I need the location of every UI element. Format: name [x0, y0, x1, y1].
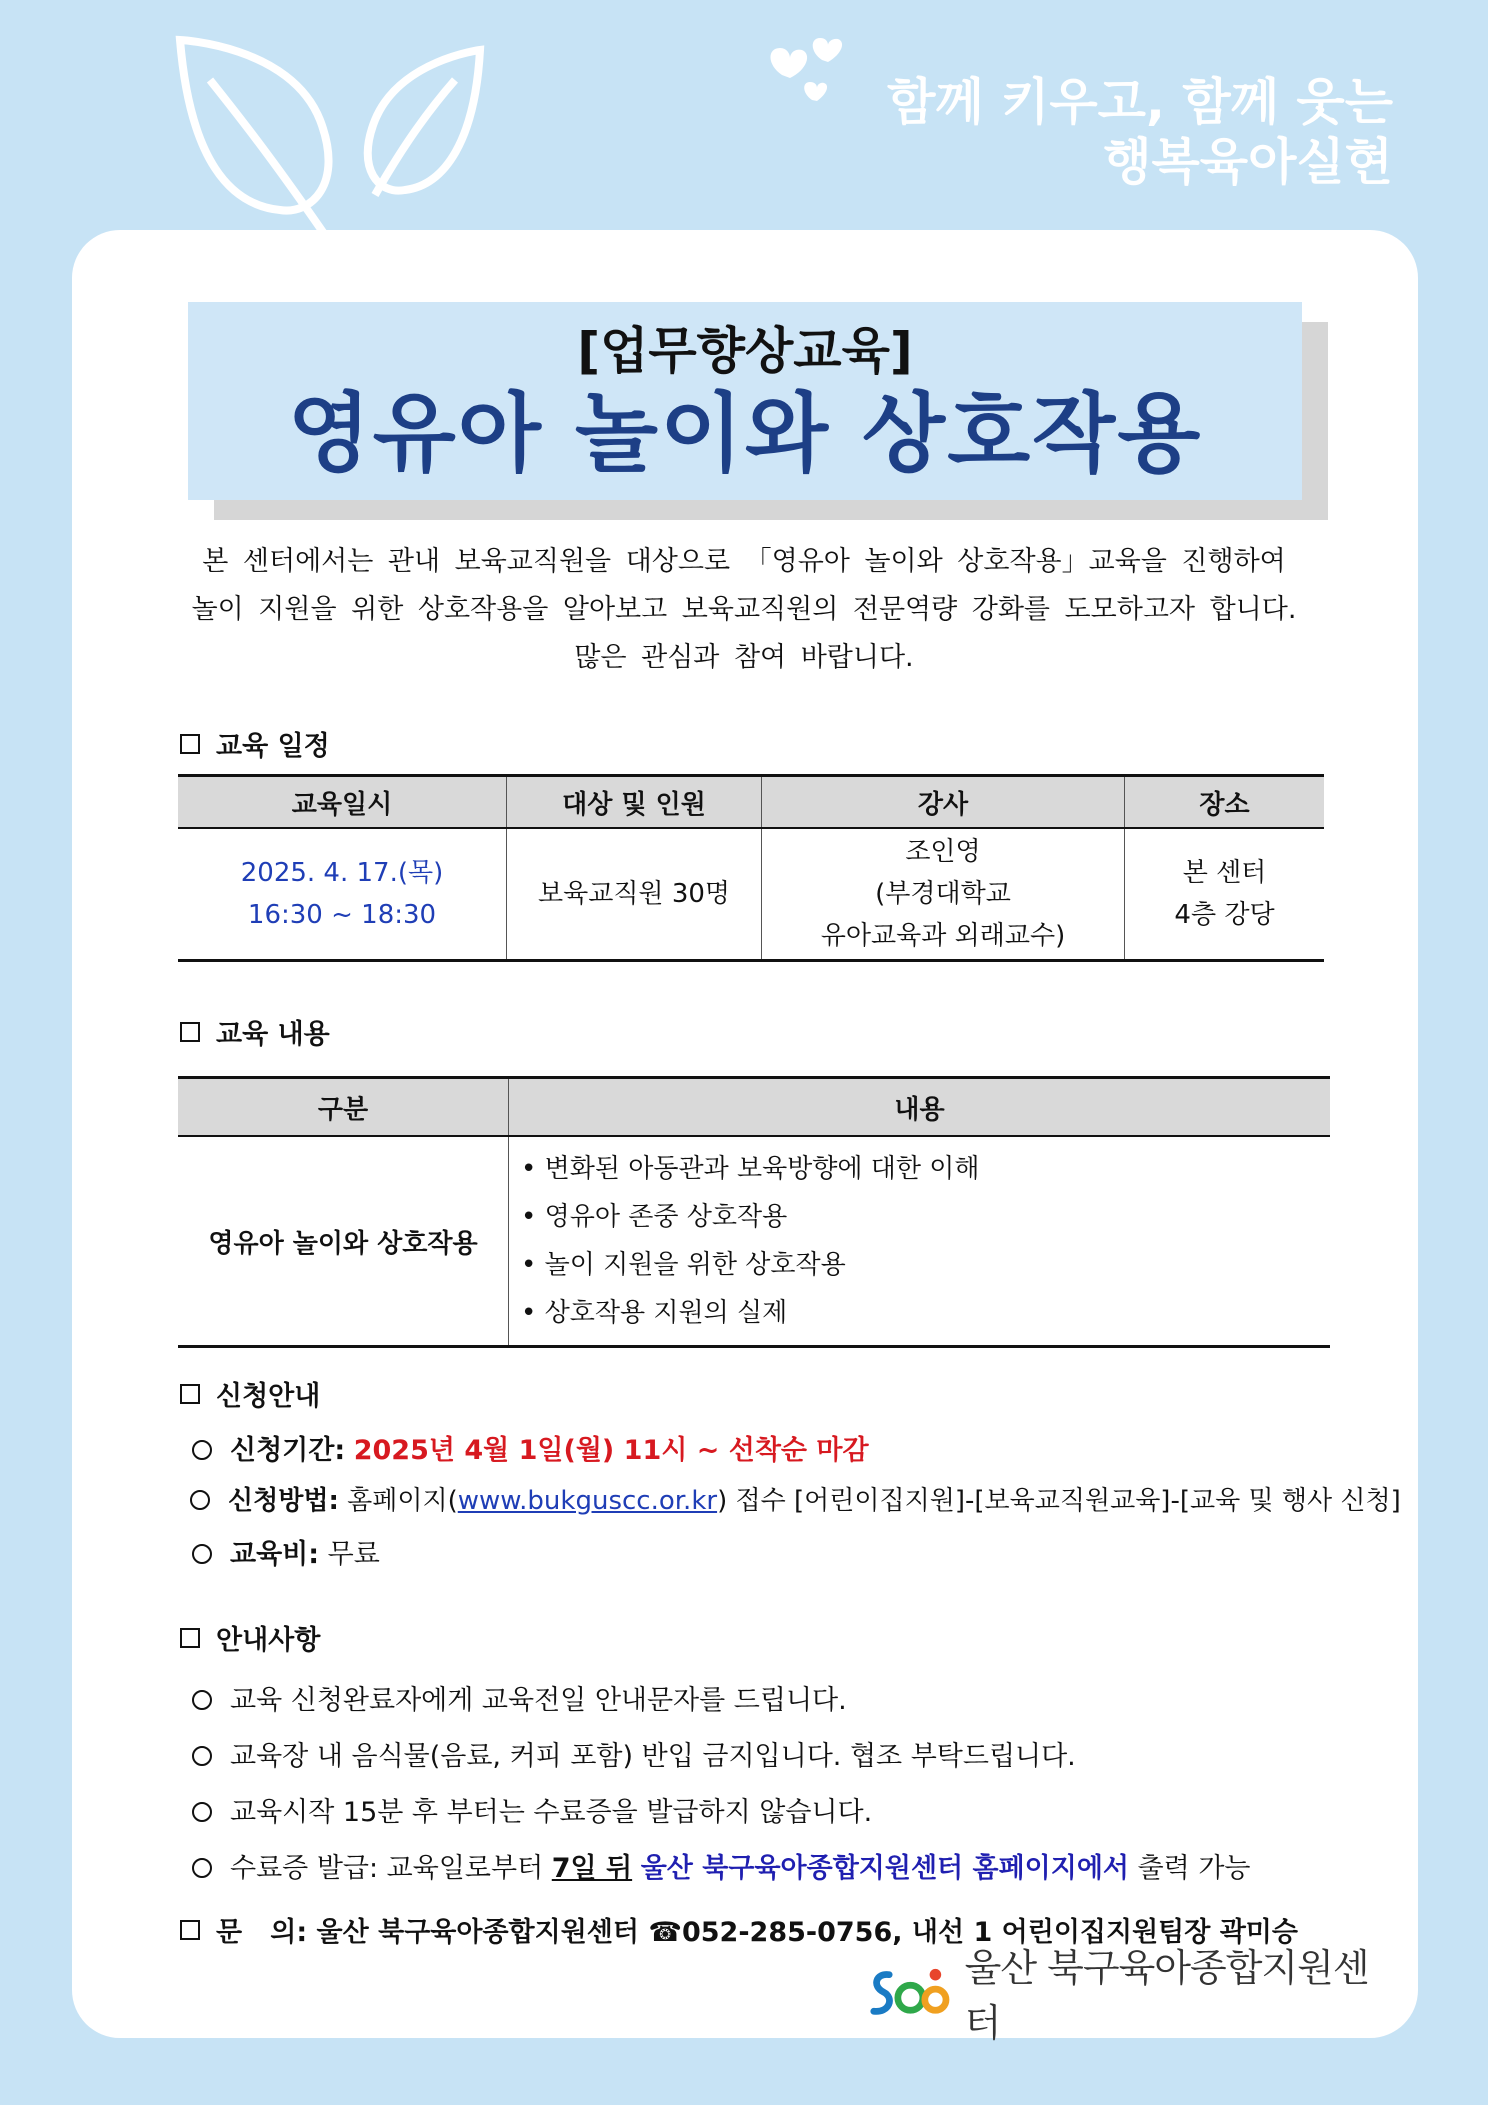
guide-heading: [180, 1618, 320, 1657]
method-pre: 홈페이지(: [347, 1486, 458, 1516]
header-target: 대상 및 인원: [507, 776, 762, 829]
title-box: [188, 302, 1302, 500]
title-sub: [업무향상교육]: [577, 322, 913, 380]
instructor-title: 유아교육과 외래교수): [820, 921, 1066, 951]
schedule-table: [178, 774, 1324, 962]
guide-item: [192, 1734, 1076, 1773]
content-list: [509, 1145, 1330, 1337]
homepage-link[interactable]: www.bukguscc.or.kr: [457, 1486, 718, 1516]
header-place: 장소: [1125, 776, 1325, 829]
center-logo-icon: [868, 1962, 955, 2022]
header-instructor: 강사: [762, 776, 1125, 829]
table-header-row: [178, 1078, 1330, 1137]
slogan: [887, 72, 1393, 192]
list-item: • 변화된 아동관과 보육방향에 대한 이해: [521, 1145, 1330, 1193]
schedule-heading: [180, 724, 330, 763]
center-logo-text: 울산 북구육아종합지원센터: [964, 1946, 1369, 2045]
header-datetime: 교육일시: [178, 776, 507, 829]
list-item: • 영유아 존중 상호작용: [521, 1193, 1330, 1241]
leaves-decoration: [170, 20, 510, 235]
guide-item4-days: 7일 뒤: [551, 1853, 633, 1884]
circle-bullet-icon: [192, 1440, 212, 1460]
place-line1: 본 센터: [1182, 858, 1267, 888]
fee-label: 교육비:: [230, 1539, 320, 1570]
cell-items: [509, 1136, 1331, 1347]
square-bullet-icon: [180, 1384, 200, 1404]
schedule-heading-label: 교육 일정: [216, 731, 330, 762]
method-label: 신청방법:: [228, 1486, 339, 1516]
cell-target: 보육교직원 30명: [507, 828, 762, 961]
guide-item2: 교육장 내 음식물(음료, 커피 포함) 반입 금지입니다. 협조 부탁드립니다.: [230, 1741, 1076, 1772]
square-bullet-icon: [180, 1022, 200, 1042]
fee-value: 무료: [327, 1539, 380, 1570]
square-bullet-icon: [180, 734, 200, 754]
guide-item4-pre: 수료증 발급: 교육일로부터: [230, 1853, 544, 1884]
apply-heading-label: 신청안내: [216, 1381, 321, 1412]
intro-line1: 본 센터에서는 관내 보육교직원을 대상으로 「영유아 놀이와 상호작용」교육을 진행하여: [202, 546, 1286, 577]
square-bullet-icon: [180, 1920, 200, 1940]
slogan-line1: 함께 키우고, 함께 웃는: [887, 73, 1393, 131]
cell-category: 영유아 놀이와 상호작용: [178, 1136, 509, 1347]
circle-bullet-icon: [192, 1690, 212, 1710]
apply-fee: [192, 1532, 380, 1571]
date-text: 2025. 4. 17.(목): [240, 858, 444, 888]
table-row: [178, 828, 1324, 961]
instructor-affiliation: (부경대학교: [875, 879, 1011, 909]
cell-instructor: [762, 828, 1125, 961]
guide-item4-site: 울산 북구육아종합지원센터 홈페이지에서: [640, 1853, 1129, 1884]
period-label: 신청기간:: [230, 1435, 346, 1466]
guide-item: [192, 1790, 872, 1829]
content-table: [178, 1076, 1330, 1348]
apply-heading: [180, 1374, 320, 1413]
guide-item: [192, 1846, 1251, 1885]
intro-line2: 놀이 지원을 위한 상호작용을 알아보고 보육교직원의 전문역량 강화를 도모하고자 합니다.: [191, 594, 1297, 625]
list-item: • 상호작용 지원의 실제: [521, 1289, 1330, 1337]
table-row: [178, 1136, 1330, 1347]
cell-place: [1125, 828, 1325, 961]
guide-heading-label: 안내사항: [216, 1625, 321, 1656]
time-text: 16:30 ~ 18:30: [247, 900, 437, 930]
place-line2: 4층 강당: [1174, 900, 1275, 930]
content-heading-label: 교육 내용: [216, 1019, 330, 1050]
page-title: 영유아 놀이와 상호작용: [287, 384, 1203, 484]
circle-bullet-icon: [192, 1746, 212, 1766]
contact-text: 문 의: 울산 북구육아종합지원센터 ☎052-285-0756, 내선 1 어린이집지원팀장 곽미승: [216, 1917, 1298, 1948]
intro-text: [180, 538, 1308, 682]
guide-item3: 교육시작 15분 후 부터는 수료증을 발급하지 않습니다.: [230, 1797, 873, 1828]
apply-method: [190, 1480, 1401, 1517]
guide-item1: 교육 신청완료자에게 교육전일 안내문자를 드립니다.: [230, 1685, 847, 1716]
cell-datetime: [178, 828, 507, 961]
guide-item4-post: 출력 가능: [1137, 1853, 1251, 1884]
center-logo: [868, 1946, 1388, 2045]
instructor-name: 조인영: [905, 837, 981, 867]
circle-bullet-icon: [190, 1490, 210, 1510]
square-bullet-icon: [180, 1628, 200, 1648]
guide-item: [192, 1678, 847, 1717]
header-category: 구분: [178, 1078, 509, 1137]
circle-bullet-icon: [192, 1544, 212, 1564]
apply-period: [192, 1428, 869, 1467]
circle-bullet-icon: [192, 1802, 212, 1822]
slogan-line2: 행복육아실현: [1103, 133, 1393, 191]
content-heading: [180, 1012, 330, 1051]
hearts-icon: [762, 30, 862, 110]
header-content: 내용: [509, 1078, 1331, 1137]
method-post: ) 접수 [어린이집지원]-[보육교직원교육]-[교육 및 행사 신청]: [717, 1486, 1401, 1516]
circle-bullet-icon: [192, 1858, 212, 1878]
table-header-row: [178, 776, 1324, 829]
intro-line3: 많은 관심과 참여 바랍니다.: [574, 642, 914, 673]
period-value: 2025년 4월 1일(월) 11시 ~ 선착순 마감: [353, 1435, 869, 1466]
list-item: • 놀이 지원을 위한 상호작용: [521, 1241, 1330, 1289]
